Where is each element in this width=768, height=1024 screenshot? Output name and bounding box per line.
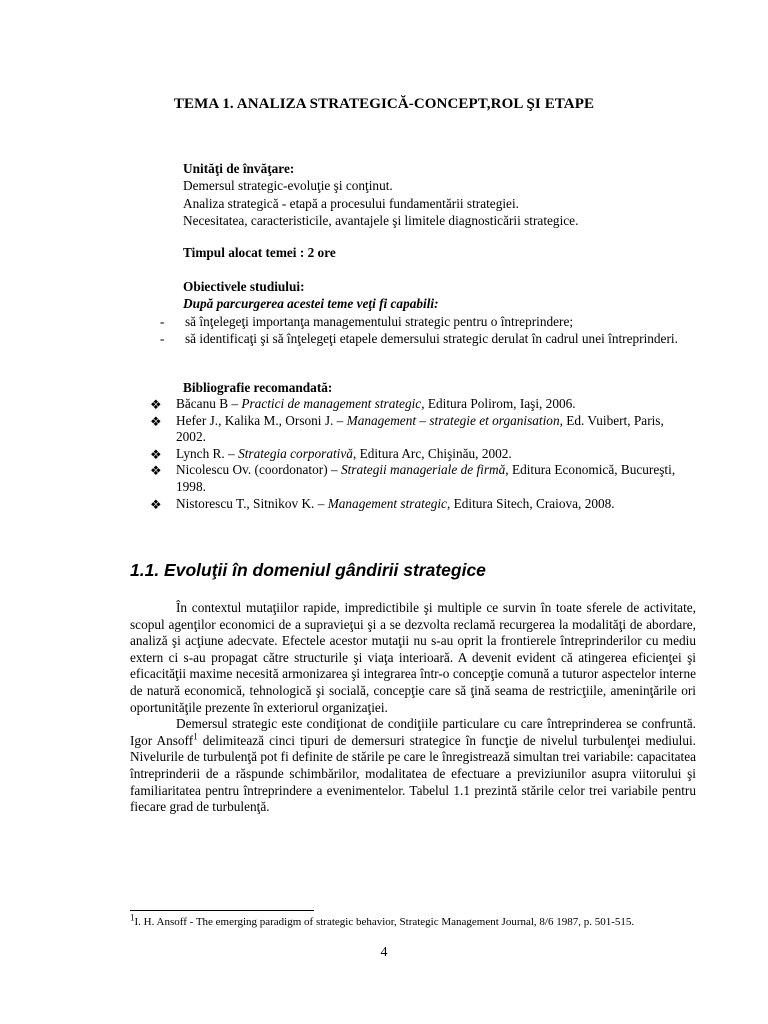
learning-unit-item: Demersul strategic-evoluţie şi conţinut. — [183, 178, 393, 194]
diamond-bullet-icon: ❖ — [150, 413, 162, 429]
footnote — [130, 912, 690, 929]
bibliography-item: ❖ Nistorescu T., Sitnikov K. – Management strategic, Editura Sitech, Craiova, 2008. — [150, 495, 615, 512]
learning-unit-item: Necesitatea, caracteristicile, avantajele şi limitele diagnosticării strategice. — [183, 213, 579, 229]
objectives-subheading: După parcurgerea acestei teme veţi fi capabili: — [183, 296, 439, 312]
objective-item — [160, 330, 680, 347]
footnote-marker: 1 — [130, 912, 135, 923]
dash-bullet-icon: - — [160, 314, 165, 329]
footnote-text: I. H. Ansoff - The emerging paradigm of strategic behavior, Strategic Management Journal, 8/6 1987, p. 501-515. — [134, 916, 635, 928]
learning-unit-item: Analiza strategică - etapă a procesului fundamentării strategiei. — [183, 195, 519, 211]
paragraph: Demersul strategic este condiţionat de condiţiile particulare cu care întreprinderea se confruntă. Igor Ansoff$^1$ delimitează cinci tipuri de demersuri strategice în funcţie de nivelul turbulenţei mediului. Nivelurile de turbulenţă pot fi definite de stările pe care le înregistrează simultan trei variabile: capacitatea întreprinderii de a răspunde schimbărilor, modalitatea de efectuare a previziunilor asupra viitorului şi familiaritatea pentru întreprindere a evenimentelor. Tabelul 1.1 prezintă stările celor trei variabile pentru fiecare grad de turbulenţă. — [130, 716, 697, 815]
bibliography-item: ❖ Lynch R. – Strategia corporativă, Editura Arc, Chişinău, 2002. — [150, 445, 512, 462]
bibliography-item: ❖ Nicolescu Ov. (coordonator) – Strategii manageriale de firmă, Editura Economică, Bucureşti, 1998. — [150, 462, 676, 494]
dash-bullet-icon: - — [160, 331, 165, 347]
page-title: TEMA 1. ANALIZA STRATEGICĂ-CONCEPT,ROL ŞI ETAPE — [173, 96, 595, 112]
time-allocated: Timpul alocat temei : 2 ore — [183, 245, 336, 260]
footnote-separator — [130, 910, 314, 911]
diamond-bullet-icon: ❖ — [150, 496, 162, 512]
bibliography-heading: Bibliografie recomandată: — [183, 380, 333, 395]
learning-units — [183, 160, 578, 230]
learning-units-heading: Unităţi de învăţare: — [183, 161, 295, 176]
objective-item — [160, 313, 680, 330]
diamond-bullet-icon: ❖ — [150, 397, 162, 412]
footnote-reference[interactable]: 1 — [193, 731, 198, 742]
page-number: 4 — [380, 945, 388, 960]
bibliography-list — [150, 396, 695, 512]
objectives-heading: Obiectivele studiului: — [183, 279, 305, 294]
paragraph: În contextul mutaţiilor rapide, impredictibile şi multiple ce survin în toate sferele de activitate, scopul agenţilor economici de a supravieţui şi a se dezvolta reclamă recurgerea la modalităţi de abordare, analiză şi acţiune adecvate. Efectele acestor mutaţii nu s-au oprit la frontierele întreprinderilor cu mediu extern ci s-au propagat către structurile şi viaţa interioară. A devenit evident că atingerea eficienţei şi eficacităţii maxime necesită armonizarea şi integrarea într-o concepţie comună a tuturor aspectelor interne de natură economică, tehnologică şi socială, concepţie care să ţină seama de restricţiile, ameninţările ori oportunităţile prezente în exteriorul organizaţiei. — [130, 600, 696, 715]
objective-text: să înţelegeţi importanţa managementului strategic pentru o întreprindere; — [185, 314, 574, 329]
bibliography-item: ❖ Hefer J., Kalika M., Orsoni J. – Management – strategie et organisation, Ed. Vuibert, Paris, 2002. — [150, 412, 664, 445]
objective-text: să identificaţi şi să înţelegeţi etapele demersului strategic derulat în cadrul unei întreprinderi. — [185, 331, 678, 347]
objectives — [183, 278, 683, 313]
objectives-list — [160, 313, 680, 348]
section-heading: 1.1. Evoluţii în domeniul gândirii strategice — [130, 560, 486, 580]
diamond-bullet-icon: ❖ — [150, 446, 162, 462]
bibliography-item: ❖ Băcanu B – Practici de management strategic, Editura Polirom, Iaşi, 2006. — [150, 396, 576, 412]
diamond-bullet-icon: ❖ — [150, 463, 162, 479]
body-text — [130, 600, 696, 816]
